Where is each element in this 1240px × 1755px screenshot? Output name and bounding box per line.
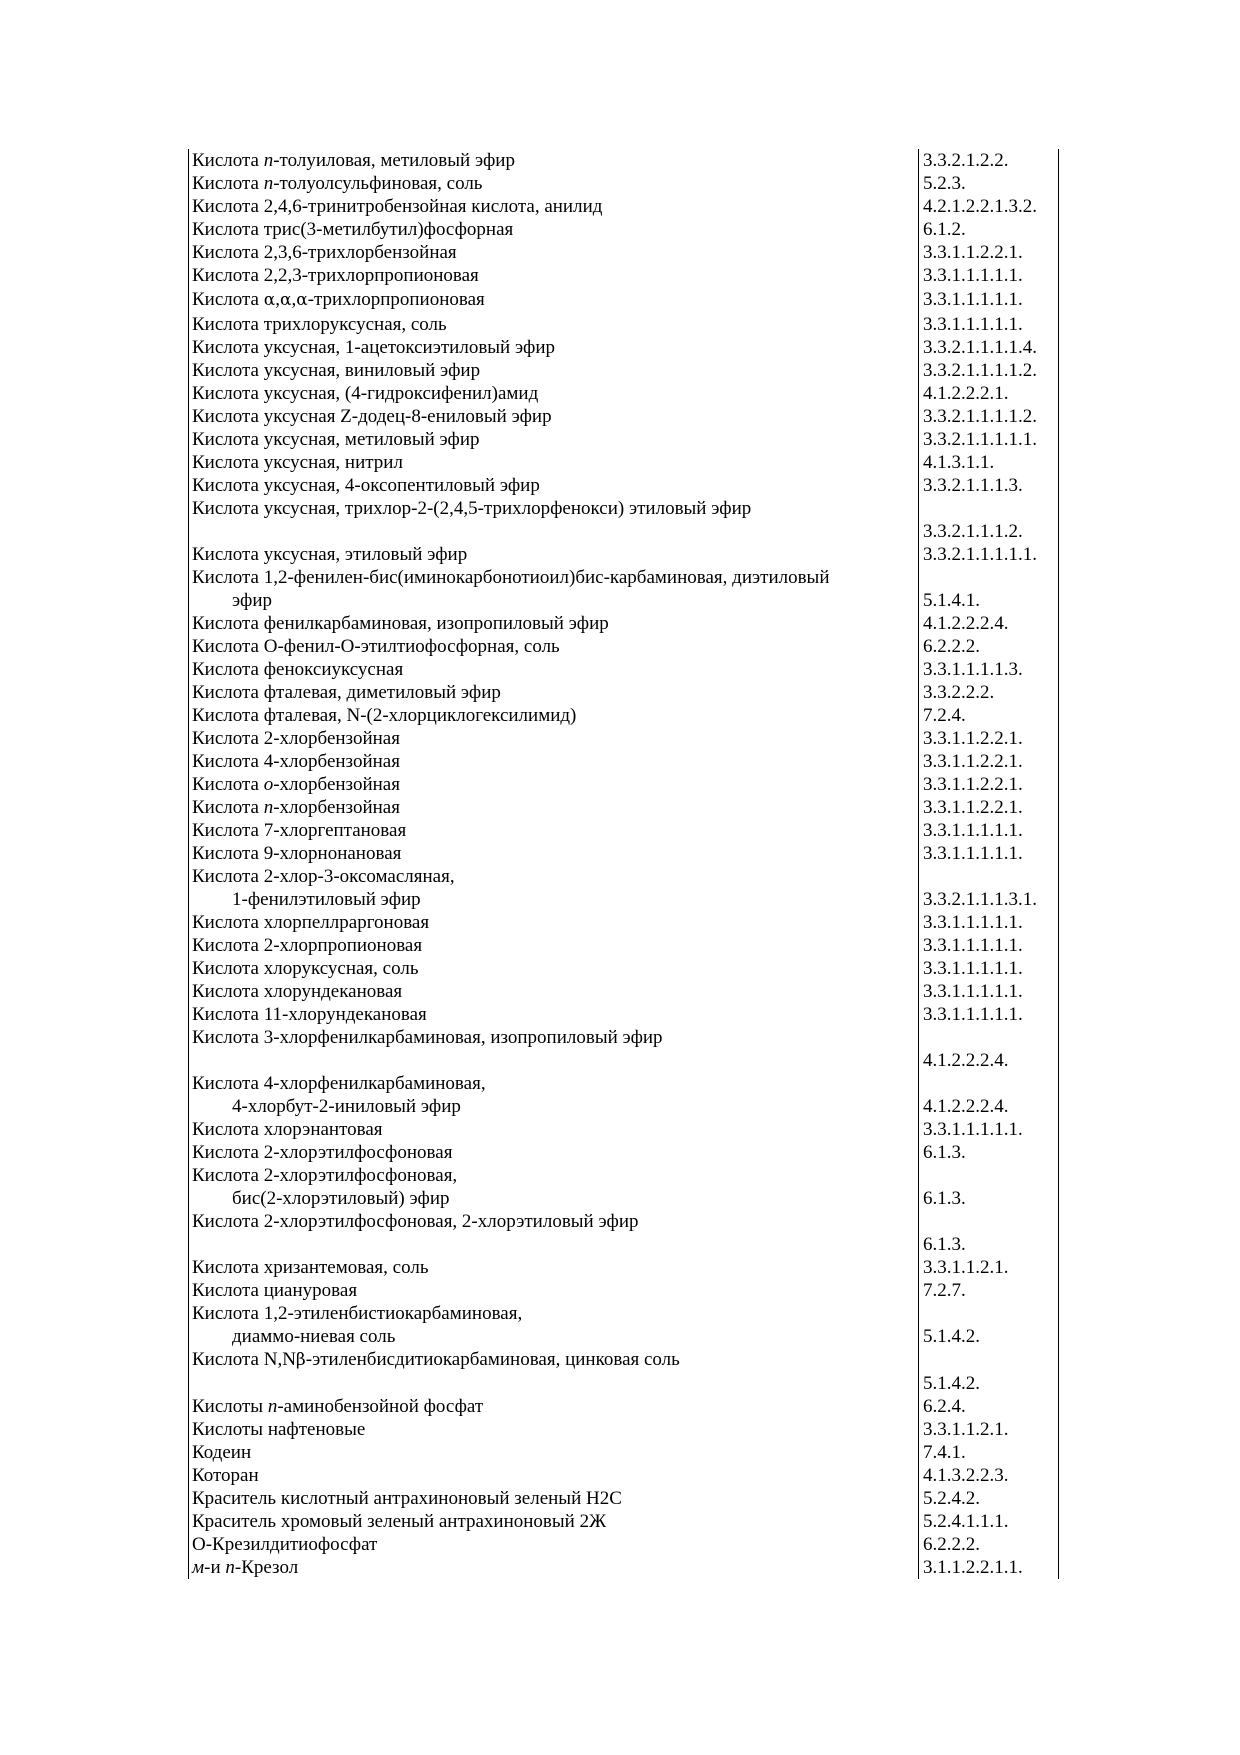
entry-name-text: Кислота о-хлорбензойная: [192, 774, 400, 795]
index-row: [189, 428, 1059, 451]
index-row: [189, 1164, 1059, 1210]
index-row: [189, 635, 1059, 658]
entry-section-code: 3.3.1.1.1.1.1.: [919, 1003, 1059, 1026]
index-row: [189, 1072, 1059, 1118]
entry-name-text: Кислота трис(3-метилбутил)фосфорная: [192, 219, 514, 240]
entry-section-code: 3.3.1.1.2.2.1.: [919, 241, 1059, 264]
entry-section-code: 3.3.1.1.1.1.1.: [919, 819, 1059, 842]
entry-name: [189, 1164, 919, 1210]
entry-section-code: 6.1.2.: [919, 218, 1059, 241]
index-row: [189, 842, 1059, 865]
entry-name-text: Кислота фенилкарбаминовая, изопропиловый эфир: [192, 613, 609, 634]
entry-name: [189, 612, 919, 635]
entry-name-text: Кислота п-толуолсульфиновая, соль: [192, 173, 483, 194]
entry-name-text: Кислота хлорундекановая: [192, 981, 403, 1002]
index-row: [189, 1348, 1059, 1395]
entry-section-code: 5.1.4.2.: [919, 1302, 1059, 1348]
entry-section-code: 3.3.2.1.1.1.1.1.: [919, 543, 1059, 566]
entry-name: [189, 1487, 919, 1510]
entry-section-code: 3.3.1.1.1.1.1.: [919, 934, 1059, 957]
entry-name-text: Краситель хромовый зеленый антрахиноновый 2Ж: [192, 1511, 607, 1532]
entry-name: [189, 451, 919, 474]
entry-name: [189, 1026, 919, 1072]
entry-name-text: Кислота О-фенил-О-этилтиофосфорная, соль: [192, 636, 560, 657]
entry-name-text: Краситель кислотный антрахиноновый зеленый Н2С: [192, 1488, 622, 1509]
entry-name-text: Кислота уксусная, (4-гидроксифенил)амид: [192, 383, 539, 404]
entry-name: [189, 359, 919, 382]
entry-section-code: 3.3.2.2.2.: [919, 681, 1059, 704]
entry-name: [189, 382, 919, 405]
entry-section-code: 5.1.4.1.: [919, 566, 1059, 612]
entry-name-text: Кислота 2,3,6-трихлорбензойная: [192, 242, 457, 263]
entry-name: [189, 635, 919, 658]
entry-section-code: 3.3.1.1.1.1.1.: [919, 287, 1059, 313]
entry-name-text: Кислота 1,2-этиленбистиокарбаминовая,: [192, 1303, 523, 1324]
entry-section-code: 5.2.3.: [919, 172, 1059, 195]
entry-name: [189, 313, 919, 336]
entry-name: [189, 1072, 919, 1118]
index-row: [189, 658, 1059, 681]
index-row: [189, 911, 1059, 934]
entry-section-code: 7.4.1.: [919, 1441, 1059, 1464]
entry-section-code: 6.2.2.2.: [919, 1533, 1059, 1556]
index-row: [189, 612, 1059, 635]
entry-name: [189, 428, 919, 451]
index-row: [189, 1210, 1059, 1256]
index-table: [188, 149, 1059, 1579]
entry-name-text: Кислота α,α,α-трихлорпропионовая: [192, 289, 485, 310]
index-row: [189, 1003, 1059, 1026]
entry-name: [189, 911, 919, 934]
entry-name-text: Кислота 2-хлорбензойная: [192, 728, 400, 749]
entry-name-text: Кислота хлорпеллраргоновая: [192, 912, 430, 933]
entry-name: [189, 497, 919, 543]
entry-section-code: 4.1.2.2.2.4.: [919, 1026, 1059, 1072]
entry-section-code: 6.1.3.: [919, 1210, 1059, 1256]
entry-name: [189, 980, 919, 1003]
index-row: [189, 1279, 1059, 1302]
index-row: [189, 543, 1059, 566]
entry-section-code: 6.2.2.2.: [919, 635, 1059, 658]
entry-name: [189, 1210, 919, 1256]
entry-section-code: 7.2.4.: [919, 704, 1059, 727]
entry-section-code: 3.3.2.1.1.1.1.2.: [919, 405, 1059, 428]
entry-name-text: Кислота 2-хлорэтилфосфоновая, 2-хлорэтиловый эфир: [192, 1211, 639, 1232]
entry-section-code: 6.1.3.: [919, 1164, 1059, 1210]
index-row: [189, 1302, 1059, 1348]
entry-section-code: 3.3.1.1.1.1.1.: [919, 957, 1059, 980]
index-row: [189, 566, 1059, 612]
index-row: [189, 264, 1059, 287]
index-row: [189, 149, 1059, 172]
index-row: [189, 796, 1059, 819]
entry-name: [189, 241, 919, 264]
entry-name: [189, 1441, 919, 1464]
index-row: [189, 359, 1059, 382]
entry-section-code: 3.3.1.1.1.1.1.: [919, 842, 1059, 865]
index-row: [189, 1533, 1059, 1556]
index-row: [189, 172, 1059, 195]
entry-section-code: 3.3.1.1.2.2.1.: [919, 750, 1059, 773]
entry-section-code: 3.3.2.1.1.1.1.4.: [919, 336, 1059, 359]
entry-name: [189, 218, 919, 241]
entry-section-code: 3.3.1.1.1.1.1.: [919, 980, 1059, 1003]
entry-name: [189, 934, 919, 957]
entry-name: [189, 336, 919, 359]
entry-name-text: Кислота уксусная, этиловый эфир: [192, 544, 468, 565]
entry-name: [189, 819, 919, 842]
index-row: [189, 451, 1059, 474]
entry-section-code: 3.3.2.1.2.2.: [919, 149, 1059, 172]
entry-name-text: Кислота хлорэнантовая: [192, 1119, 383, 1140]
entry-section-code: 3.3.1.1.1.1.1.: [919, 1118, 1059, 1141]
entry-name: [189, 796, 919, 819]
entry-name-continuation: 1-фенилэтиловый эфир: [232, 889, 421, 910]
index-row: [189, 497, 1059, 543]
index-row: [189, 287, 1059, 313]
index-row: [189, 865, 1059, 911]
entry-section-code: 6.1.3.: [919, 1141, 1059, 1164]
index-row: [189, 819, 1059, 842]
entry-name: [189, 1003, 919, 1026]
entry-name: [189, 1279, 919, 1302]
index-row: [189, 1556, 1059, 1579]
entry-name-text: Кодеин: [192, 1442, 252, 1463]
entry-name: [189, 1348, 919, 1395]
entry-section-code: 5.2.4.2.: [919, 1487, 1059, 1510]
entry-name-text: Кислота фталевая, диметиловый эфир: [192, 682, 501, 703]
entry-name: [189, 681, 919, 704]
index-row: [189, 1395, 1059, 1418]
entry-name-text: Кислота уксусная Z-додец-8-ениловый эфир: [192, 406, 552, 427]
entry-name-text: Кислота 2,4,6-тринитробензойная кислота, анилид: [192, 196, 603, 217]
entry-section-code: 3.3.1.1.2.2.1.: [919, 773, 1059, 796]
entry-name: [189, 1533, 919, 1556]
entry-name: [189, 474, 919, 497]
entry-section-code: 4.1.2.2.2.1.: [919, 382, 1059, 405]
entry-section-code: 3.3.2.1.1.1.1.1.: [919, 428, 1059, 451]
index-row: [189, 1510, 1059, 1533]
entry-section-code: 4.2.1.2.2.1.3.2.: [919, 195, 1059, 218]
entry-section-code: 3.3.1.1.2.2.1.: [919, 796, 1059, 819]
index-row: [189, 1464, 1059, 1487]
index-row: [189, 474, 1059, 497]
entry-name-text: Которан: [192, 1465, 259, 1486]
entry-name: [189, 172, 919, 195]
entry-name: [189, 149, 919, 172]
entry-section-code: 3.3.2.1.1.1.2.: [919, 497, 1059, 543]
index-row: [189, 750, 1059, 773]
entry-section-code: 7.2.7.: [919, 1279, 1059, 1302]
entry-name: [189, 1141, 919, 1164]
entry-name-text: Кислота хлоруксусная, соль: [192, 958, 419, 979]
entry-name-text: Кислота 1,2-фенилен-бис(иминокарбонотиоил)бис-карбаминовая, диэтиловый: [192, 567, 830, 588]
entry-name-text: Кислота 3-хлорфенилкарбаминовая, изопропиловый эфир: [192, 1027, 663, 1048]
index-row: [189, 405, 1059, 428]
entry-name-text: Кислота п-хлорбензойная: [192, 797, 400, 818]
entry-name: [189, 195, 919, 218]
entry-name-text: Кислота циануровая: [192, 1280, 358, 1301]
entry-name: [189, 865, 919, 911]
index-row: [189, 313, 1059, 336]
entry-name: [189, 842, 919, 865]
entry-name: [189, 1256, 919, 1279]
entry-name: [189, 264, 919, 287]
entry-name-text: Кислота 4-хлорбензойная: [192, 751, 400, 772]
index-table-body: [189, 149, 1059, 1579]
entry-name: [189, 1556, 919, 1579]
entry-name-text: Кислота п-толуиловая, метиловый эфир: [192, 150, 515, 171]
entry-section-code: 3.3.1.1.1.1.3.: [919, 658, 1059, 681]
entry-name-text: Кислоты нафтеновые: [192, 1419, 366, 1440]
entry-section-code: 3.3.1.1.2.2.1.: [919, 727, 1059, 750]
entry-name-text: Кислота фталевая, N-(2-хлорциклогексилимид): [192, 705, 577, 726]
entry-name-text: Кислота 2-хлорпропионовая: [192, 935, 423, 956]
entry-name: [189, 1418, 919, 1441]
entry-name-text: Кислота уксусная, метиловый эфир: [192, 429, 480, 450]
entry-name-text: Кислота 2-хлорэтилфосфоновая,: [192, 1165, 458, 1186]
entry-name-text: Кислота 2-хлор-3-оксомасляная,: [192, 866, 455, 887]
index-row: [189, 681, 1059, 704]
entry-name: [189, 727, 919, 750]
entry-name-text: Кислота уксусная, 4-оксопентиловый эфир: [192, 475, 540, 496]
entry-name-text: Кислота N,Nβ-этиленбисдитиокарбаминовая, цинковая соль: [192, 1349, 680, 1370]
index-row: [189, 957, 1059, 980]
entry-name-text: Кислота 11-хлорундекановая: [192, 1004, 427, 1025]
entry-name: [189, 750, 919, 773]
entry-name-text: Кислота уксусная, виниловый эфир: [192, 360, 481, 381]
entry-name: [189, 658, 919, 681]
entry-name: [189, 773, 919, 796]
entry-section-code: 3.3.2.1.1.1.3.1.: [919, 865, 1059, 911]
entry-section-code: 4.1.3.2.2.3.: [919, 1464, 1059, 1487]
index-row: [189, 1256, 1059, 1279]
entry-section-code: 3.3.1.1.1.1.1.: [919, 264, 1059, 287]
entry-name-text: Кислота уксусная, трихлор-2-(2,4,5-трихлорфенокси) этиловый эфир: [192, 498, 752, 519]
entry-blank-line: [192, 1049, 912, 1072]
entry-blank-line: [192, 1233, 912, 1256]
entry-section-code: 5.2.4.1.1.1.: [919, 1510, 1059, 1533]
entry-name-text: Кислота уксусная, 1-ацетоксиэтиловый эфир: [192, 337, 555, 358]
entry-name-text: м-и п-Крезол: [192, 1557, 299, 1578]
entry-name-continuation: диаммо-ниевая соль: [232, 1326, 396, 1347]
entry-section-code: 6.2.4.: [919, 1395, 1059, 1418]
entry-name: [189, 1395, 919, 1418]
entry-name: [189, 957, 919, 980]
entry-blank-line: [192, 1372, 912, 1395]
entry-name: [189, 405, 919, 428]
entry-name-text: Кислота 9-хлорнонановая: [192, 843, 402, 864]
index-row: [189, 218, 1059, 241]
entry-name-continuation: бис(2-хлорэтиловый) эфир: [232, 1188, 450, 1209]
entry-name-continuation: эфир: [232, 590, 273, 611]
index-row: [189, 980, 1059, 1003]
entry-name-text: Кислота 7-хлоргептановая: [192, 820, 407, 841]
entry-name-text: Кислоты п-аминобензойной фосфат: [192, 1396, 484, 1417]
entry-name-continuation: 4-хлорбут-2-иниловый эфир: [232, 1096, 461, 1117]
entry-section-code: 3.3.2.1.1.1.3.: [919, 474, 1059, 497]
entry-name-text: Кислота 2,2,3-трихлорпропионовая: [192, 265, 479, 286]
entry-section-code: 3.3.2.1.1.1.1.2.: [919, 359, 1059, 382]
index-row: [189, 727, 1059, 750]
entry-section-code: 4.1.3.1.1.: [919, 451, 1059, 474]
entry-name-text: Кислота феноксиуксусная: [192, 659, 404, 680]
index-row: [189, 195, 1059, 218]
entry-name-text: Кислота трихлоруксусная, соль: [192, 314, 447, 335]
index-row: [189, 241, 1059, 264]
entry-section-code: 3.1.1.2.2.1.1.: [919, 1556, 1059, 1579]
entry-name-text: Кислота 2-хлорэтилфосфоновая: [192, 1142, 453, 1163]
index-row: [189, 382, 1059, 405]
entry-name-text: Кислота 4-хлорфенилкарбаминовая,: [192, 1073, 486, 1094]
entry-section-code: 5.1.4.2.: [919, 1348, 1059, 1395]
entry-blank-line: [192, 520, 912, 543]
entry-name: [189, 1302, 919, 1348]
entry-section-code: 3.3.1.1.2.1.: [919, 1256, 1059, 1279]
entry-section-code: 3.3.1.1.2.1.: [919, 1418, 1059, 1441]
index-row: [189, 1026, 1059, 1072]
entry-name: [189, 1510, 919, 1533]
entry-section-code: 3.3.1.1.1.1.1.: [919, 911, 1059, 934]
entry-name: [189, 543, 919, 566]
entry-section-code: 4.1.2.2.2.4.: [919, 612, 1059, 635]
index-row: [189, 1487, 1059, 1510]
index-row: [189, 1141, 1059, 1164]
index-row: [189, 1418, 1059, 1441]
entry-name: [189, 287, 919, 313]
entry-name-text: О-Крезилдитиофосфат: [192, 1534, 378, 1555]
index-row: [189, 934, 1059, 957]
index-row: [189, 1118, 1059, 1141]
index-row: [189, 704, 1059, 727]
index-row: [189, 1441, 1059, 1464]
entry-section-code: 3.3.1.1.1.1.1.: [919, 313, 1059, 336]
entry-name: [189, 704, 919, 727]
entry-name: [189, 566, 919, 612]
entry-section-code: 4.1.2.2.2.4.: [919, 1072, 1059, 1118]
entry-name-text: Кислота хризантемовая, соль: [192, 1257, 429, 1278]
index-row: [189, 336, 1059, 359]
entry-name: [189, 1464, 919, 1487]
index-row: [189, 773, 1059, 796]
entry-name-text: Кислота уксусная, нитрил: [192, 452, 403, 473]
entry-name: [189, 1118, 919, 1141]
